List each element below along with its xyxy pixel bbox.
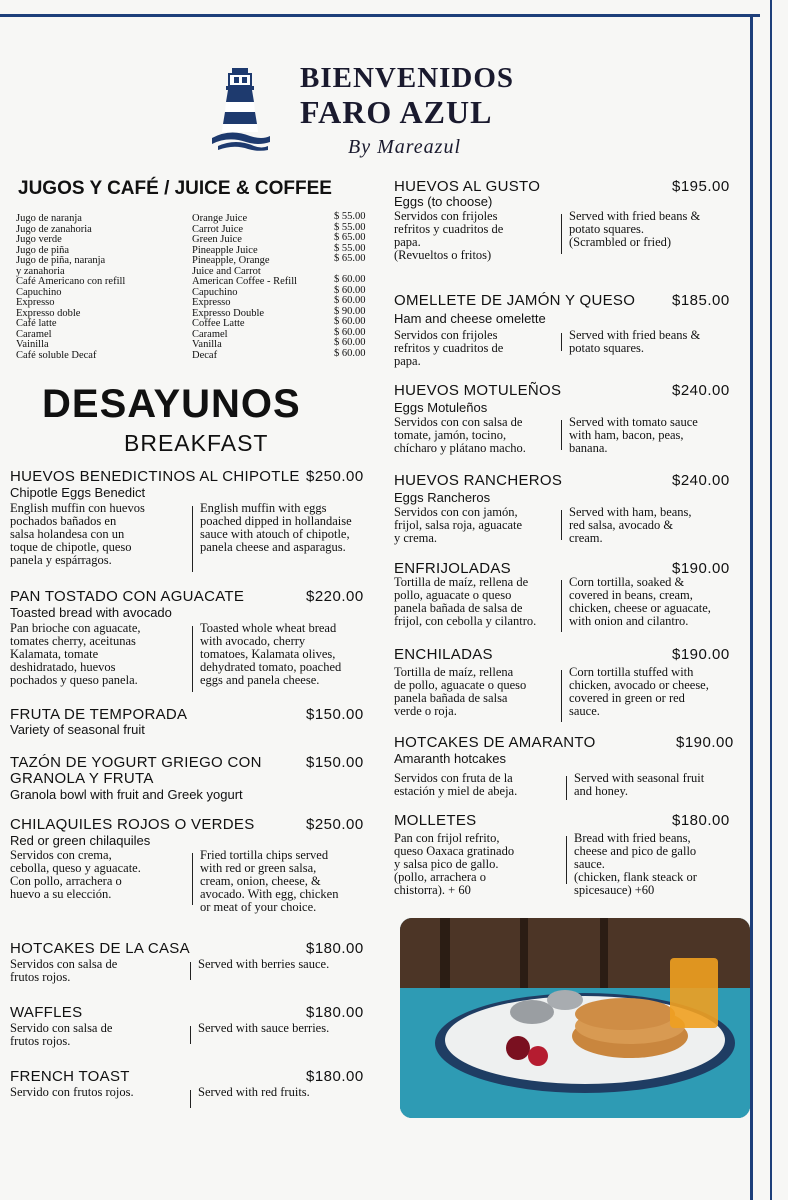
- lighthouse-logo-icon: [210, 66, 272, 152]
- item-name: TAZÓN DE YOGURT GRIEGO CON: [10, 754, 262, 771]
- item-price: $150.00: [306, 706, 364, 723]
- juice-spanish-row: Café latte: [16, 318, 57, 329]
- item-description-en: Served with red fruits.: [198, 1085, 310, 1099]
- description-divider: [190, 1026, 191, 1044]
- item-price: $240.00: [672, 472, 730, 489]
- juice-price-row: $ 55.00: [334, 211, 366, 222]
- juice-english-row: Orange Juice: [192, 213, 248, 224]
- item-english-name: Amaranth hotcakes: [394, 751, 507, 766]
- description-divider: [561, 214, 562, 254]
- juice-english-row: Expresso: [192, 297, 231, 308]
- item-price: $180.00: [306, 1004, 364, 1021]
- juice-spanish-row: Expresso doble: [16, 307, 81, 319]
- item-description-es: Servidos con crema, cebolla, queso y aguacate. Con pollo, arrachera o huevo a su elección.: [10, 848, 141, 901]
- item-english-name: Eggs Motuleños: [394, 400, 488, 415]
- item-description-en: English muffin with eggs poached dipped in hollandaise sauce with atouch of chipotle, panela cheese and asparagus.: [200, 501, 352, 554]
- item-description-es: Servidos con frijoles refritos y cuadritos de papa. (Revueltos o fritos): [394, 209, 504, 262]
- juice-price-row: $ 55.00: [334, 221, 366, 233]
- item-description-es: Servidos con con salsa de tomate, jamón, tocino, chícharo y plátano macho.: [394, 415, 526, 455]
- juice-spanish-row: Capuchino: [16, 286, 62, 298]
- description-divider: [561, 333, 562, 351]
- item-description-es: Servidos con con jamón, frijol, salsa roja, aguacate y crema.: [394, 505, 523, 545]
- item-price: $195.00: [672, 178, 730, 195]
- juice-price-row: $ 60.00: [334, 337, 366, 348]
- breakfast-photo: [400, 918, 750, 1118]
- item-description-en: Served with fried beans & potato squares. (Scrambled or fried): [569, 209, 701, 249]
- juice-english-row: Expresso Double: [192, 307, 265, 319]
- description-divider: [190, 962, 191, 980]
- item-english-name: Granola bowl with fruit and Greek yogurt: [10, 787, 243, 802]
- item-description-en: Served with ham, beans, red salsa, avocado & cream.: [569, 505, 692, 545]
- juice-english-row: Green Juice: [192, 234, 242, 245]
- item-description-es: Servidos con frijoles refritos y cuadritos de papa.: [394, 328, 504, 368]
- item-description-en: Served with seasonal fruit and honey.: [574, 771, 705, 798]
- item-description-en: Served with berries sauce.: [198, 957, 330, 971]
- item-name: HOTCAKES DE AMARANTO: [394, 734, 596, 751]
- juice-price-row: $ 60.00: [334, 347, 366, 359]
- juice-section-title: JUGOS Y CAFÉ / JUICE & COFFEE: [18, 178, 332, 199]
- item-price: $240.00: [672, 382, 730, 399]
- item-description-es: Pan con frijol refrito, queso Oaxaca gratinado y salsa pico de gallo. (pollo, arrachera o chistorra). + 60: [394, 831, 515, 897]
- juice-spanish-row: Café soluble Decaf: [16, 349, 97, 361]
- right-border: [750, 14, 753, 1200]
- header-title-line2: FARO AZUL: [300, 94, 493, 130]
- item-name: HUEVOS BENEDICTINOS AL CHIPOTLE: [10, 468, 300, 485]
- description-divider: [561, 670, 562, 722]
- juice-english-row: Juice and Carrot: [192, 265, 261, 277]
- juice-spanish-row: Jugo de piña: [16, 244, 70, 256]
- menu-header: [210, 62, 570, 172]
- juice-english-row: American Coffee - Refill: [192, 276, 298, 287]
- item-english-name: Toasted bread with avocado: [10, 605, 172, 620]
- item-name: PAN TOSTADO CON AGUACATE: [10, 588, 245, 605]
- item-name: ENFRIJOLADAS: [394, 560, 511, 577]
- item-name: HOTCAKES DE LA CASA: [10, 940, 190, 957]
- item-english-name: Red or green chilaquiles: [10, 833, 151, 848]
- item-price: $250.00: [306, 816, 364, 833]
- juice-english-row: Coffee Latte: [192, 318, 245, 329]
- item-price: $220.00: [306, 588, 364, 605]
- juice-price-row: $ 60.00: [334, 295, 366, 306]
- juice-english-row: Pineapple Juice: [192, 244, 258, 256]
- item-description-es: Servidos con fruta de la estación y miel de abeja.: [394, 771, 518, 798]
- juice-spanish-row: Expresso: [16, 297, 55, 308]
- item-english-name: Variety of seasonal fruit: [10, 722, 145, 737]
- item-price: $185.00: [672, 292, 730, 309]
- top-border: [0, 14, 760, 17]
- description-divider: [561, 580, 562, 632]
- juice-english-row: Capuchino: [192, 286, 238, 298]
- description-divider: [566, 776, 567, 800]
- juice-english-list: [192, 214, 297, 361]
- juice-price-row: $ 90.00: [334, 305, 366, 317]
- item-description-en: Corn tortilla, soaked & covered in beans, cream, chicken, cheese or aguacate, with onion and cilantro.: [569, 575, 711, 628]
- item-english-name: Eggs Rancheros: [394, 490, 491, 505]
- breakfast-title: DESAYUNOS: [42, 382, 301, 426]
- juice-price-row: $ 65.00: [334, 232, 366, 243]
- item-name: FRUTA DE TEMPORADA: [10, 706, 188, 723]
- item-price: $180.00: [306, 1068, 364, 1085]
- juice-spanish-row: Jugo de piña, naranja: [16, 255, 106, 266]
- description-divider: [190, 1090, 191, 1108]
- item-description-en: Toasted whole wheat bread with avocado, cherry tomatoes, Kalamata olives, dehydrated tomato, poached eggs and panela cheese.: [200, 621, 342, 687]
- juice-english-row: Carrot Juice: [192, 223, 244, 235]
- juice-price-row: $ 60.00: [334, 316, 366, 327]
- item-english-name: Chipotle Eggs Benedict: [10, 485, 146, 500]
- item-description-en: Served with sauce berries.: [198, 1021, 330, 1035]
- description-divider: [192, 626, 193, 692]
- hotcakes-plate-image: [400, 918, 750, 1118]
- item-description-es: Pan brioche con aguacate, tomates cherry, aceitunas Kalamata, tomate deshidratado, huevos pochados y queso panela.: [10, 621, 141, 687]
- item-name: OMELLETE DE JAMÓN Y QUESO: [394, 292, 636, 309]
- description-divider: [561, 510, 562, 540]
- item-price: $180.00: [306, 940, 364, 957]
- juice-spanish-list: [16, 214, 125, 361]
- item-description-en: Corn tortilla stuffed with chicken, avocado or cheese, covered in green or red sauce.: [569, 665, 709, 718]
- juice-english-row: Caramel: [192, 328, 228, 340]
- juice-price-row: $ 65.00: [334, 253, 366, 264]
- description-divider: [192, 853, 193, 905]
- item-name: FRENCH TOAST: [10, 1068, 130, 1085]
- item-description-es: Servido con frutos rojos.: [10, 1085, 134, 1099]
- item-english-name: Eggs (to choose): [394, 194, 493, 209]
- juice-spanish-row: y zanahoria: [16, 265, 65, 277]
- item-description-en: Served with tomato sauce with ham, bacon, peas, banana.: [569, 415, 698, 455]
- juice-spanish-row: Jugo de zanahoria: [16, 223, 92, 235]
- item-description-es: Tortilla de maíz, rellena de pollo, aguacate o queso panela bañada de salsa de frijol, con cebolla y cilantro.: [394, 575, 537, 628]
- item-description-en: Bread with fried beans, cheese and pico de gallo sauce. (chicken, flank steack or spicesauce) +60: [574, 831, 697, 897]
- juice-price-row: $ 60.00: [334, 284, 366, 296]
- item-description-es: English muffin con huevos pochados bañados en salsa holandesa con un toque de chipotle, queso panela y espárragos.: [10, 501, 145, 567]
- juice-spanish-row: Jugo de naranja: [16, 213, 82, 224]
- juice-price-row: $ 55.00: [334, 242, 366, 254]
- description-divider: [561, 420, 562, 450]
- item-name: MOLLETES: [394, 812, 477, 829]
- juice-price-list: [334, 212, 366, 359]
- item-description-en: Served with fried beans & potato squares.: [569, 328, 701, 355]
- item-name: CHILAQUILES ROJOS O VERDES: [10, 816, 255, 833]
- item-description-es: Servido con salsa de frutos rojos.: [10, 1021, 113, 1048]
- header-byline: By Mareazul: [348, 136, 462, 158]
- juice-spanish-row: Café Americano con refill: [16, 276, 126, 287]
- outer-right-border: [770, 0, 772, 1200]
- item-name: HUEVOS RANCHEROS: [394, 472, 563, 489]
- description-divider: [566, 836, 567, 884]
- breakfast-subtitle: BREAKFAST: [124, 430, 269, 456]
- item-name: ENCHILADAS: [394, 646, 493, 663]
- juice-price-row: $ 60.00: [334, 326, 366, 338]
- item-name: WAFFLES: [10, 1004, 83, 1021]
- item-price: $190.00: [672, 646, 730, 663]
- item-price: $190.00: [676, 734, 734, 751]
- item-name: HUEVOS AL GUSTO: [394, 178, 541, 195]
- item-english-name: Ham and cheese omelette: [394, 311, 546, 326]
- item-price: $190.00: [672, 560, 730, 577]
- juice-english-row: Vanilla: [192, 339, 222, 350]
- item-price: $150.00: [306, 754, 364, 771]
- juice-spanish-row: Caramel: [16, 328, 52, 340]
- description-divider: [192, 506, 193, 572]
- item-price: $250.00: [306, 468, 364, 485]
- juice-price-row: $ 60.00: [334, 274, 366, 285]
- juice-spanish-row: Vainilla: [16, 339, 49, 350]
- item-price: $180.00: [672, 812, 730, 829]
- header-title-line1: BIENVENIDOS: [300, 62, 515, 94]
- item-name-line2: GRANOLA Y FRUTA: [10, 770, 154, 787]
- juice-english-row: Decaf: [192, 349, 218, 361]
- item-description-es: Servidos con salsa de frutos rojos.: [10, 957, 118, 984]
- item-description-es: Tortilla de maíz, rellena de pollo, aguacate o queso panela bañada de salsa verde o roja.: [394, 665, 527, 718]
- item-name: HUEVOS MOTULEÑOS: [394, 382, 562, 399]
- juice-spanish-row: Jugo verde: [16, 234, 62, 245]
- item-description-en: Fried tortilla chips served with red or green salsa, cream, onion, cheese, & avocado. With egg, chicken or meat of your choice.: [200, 848, 339, 914]
- juice-english-row: Pineapple, Orange: [192, 255, 270, 266]
